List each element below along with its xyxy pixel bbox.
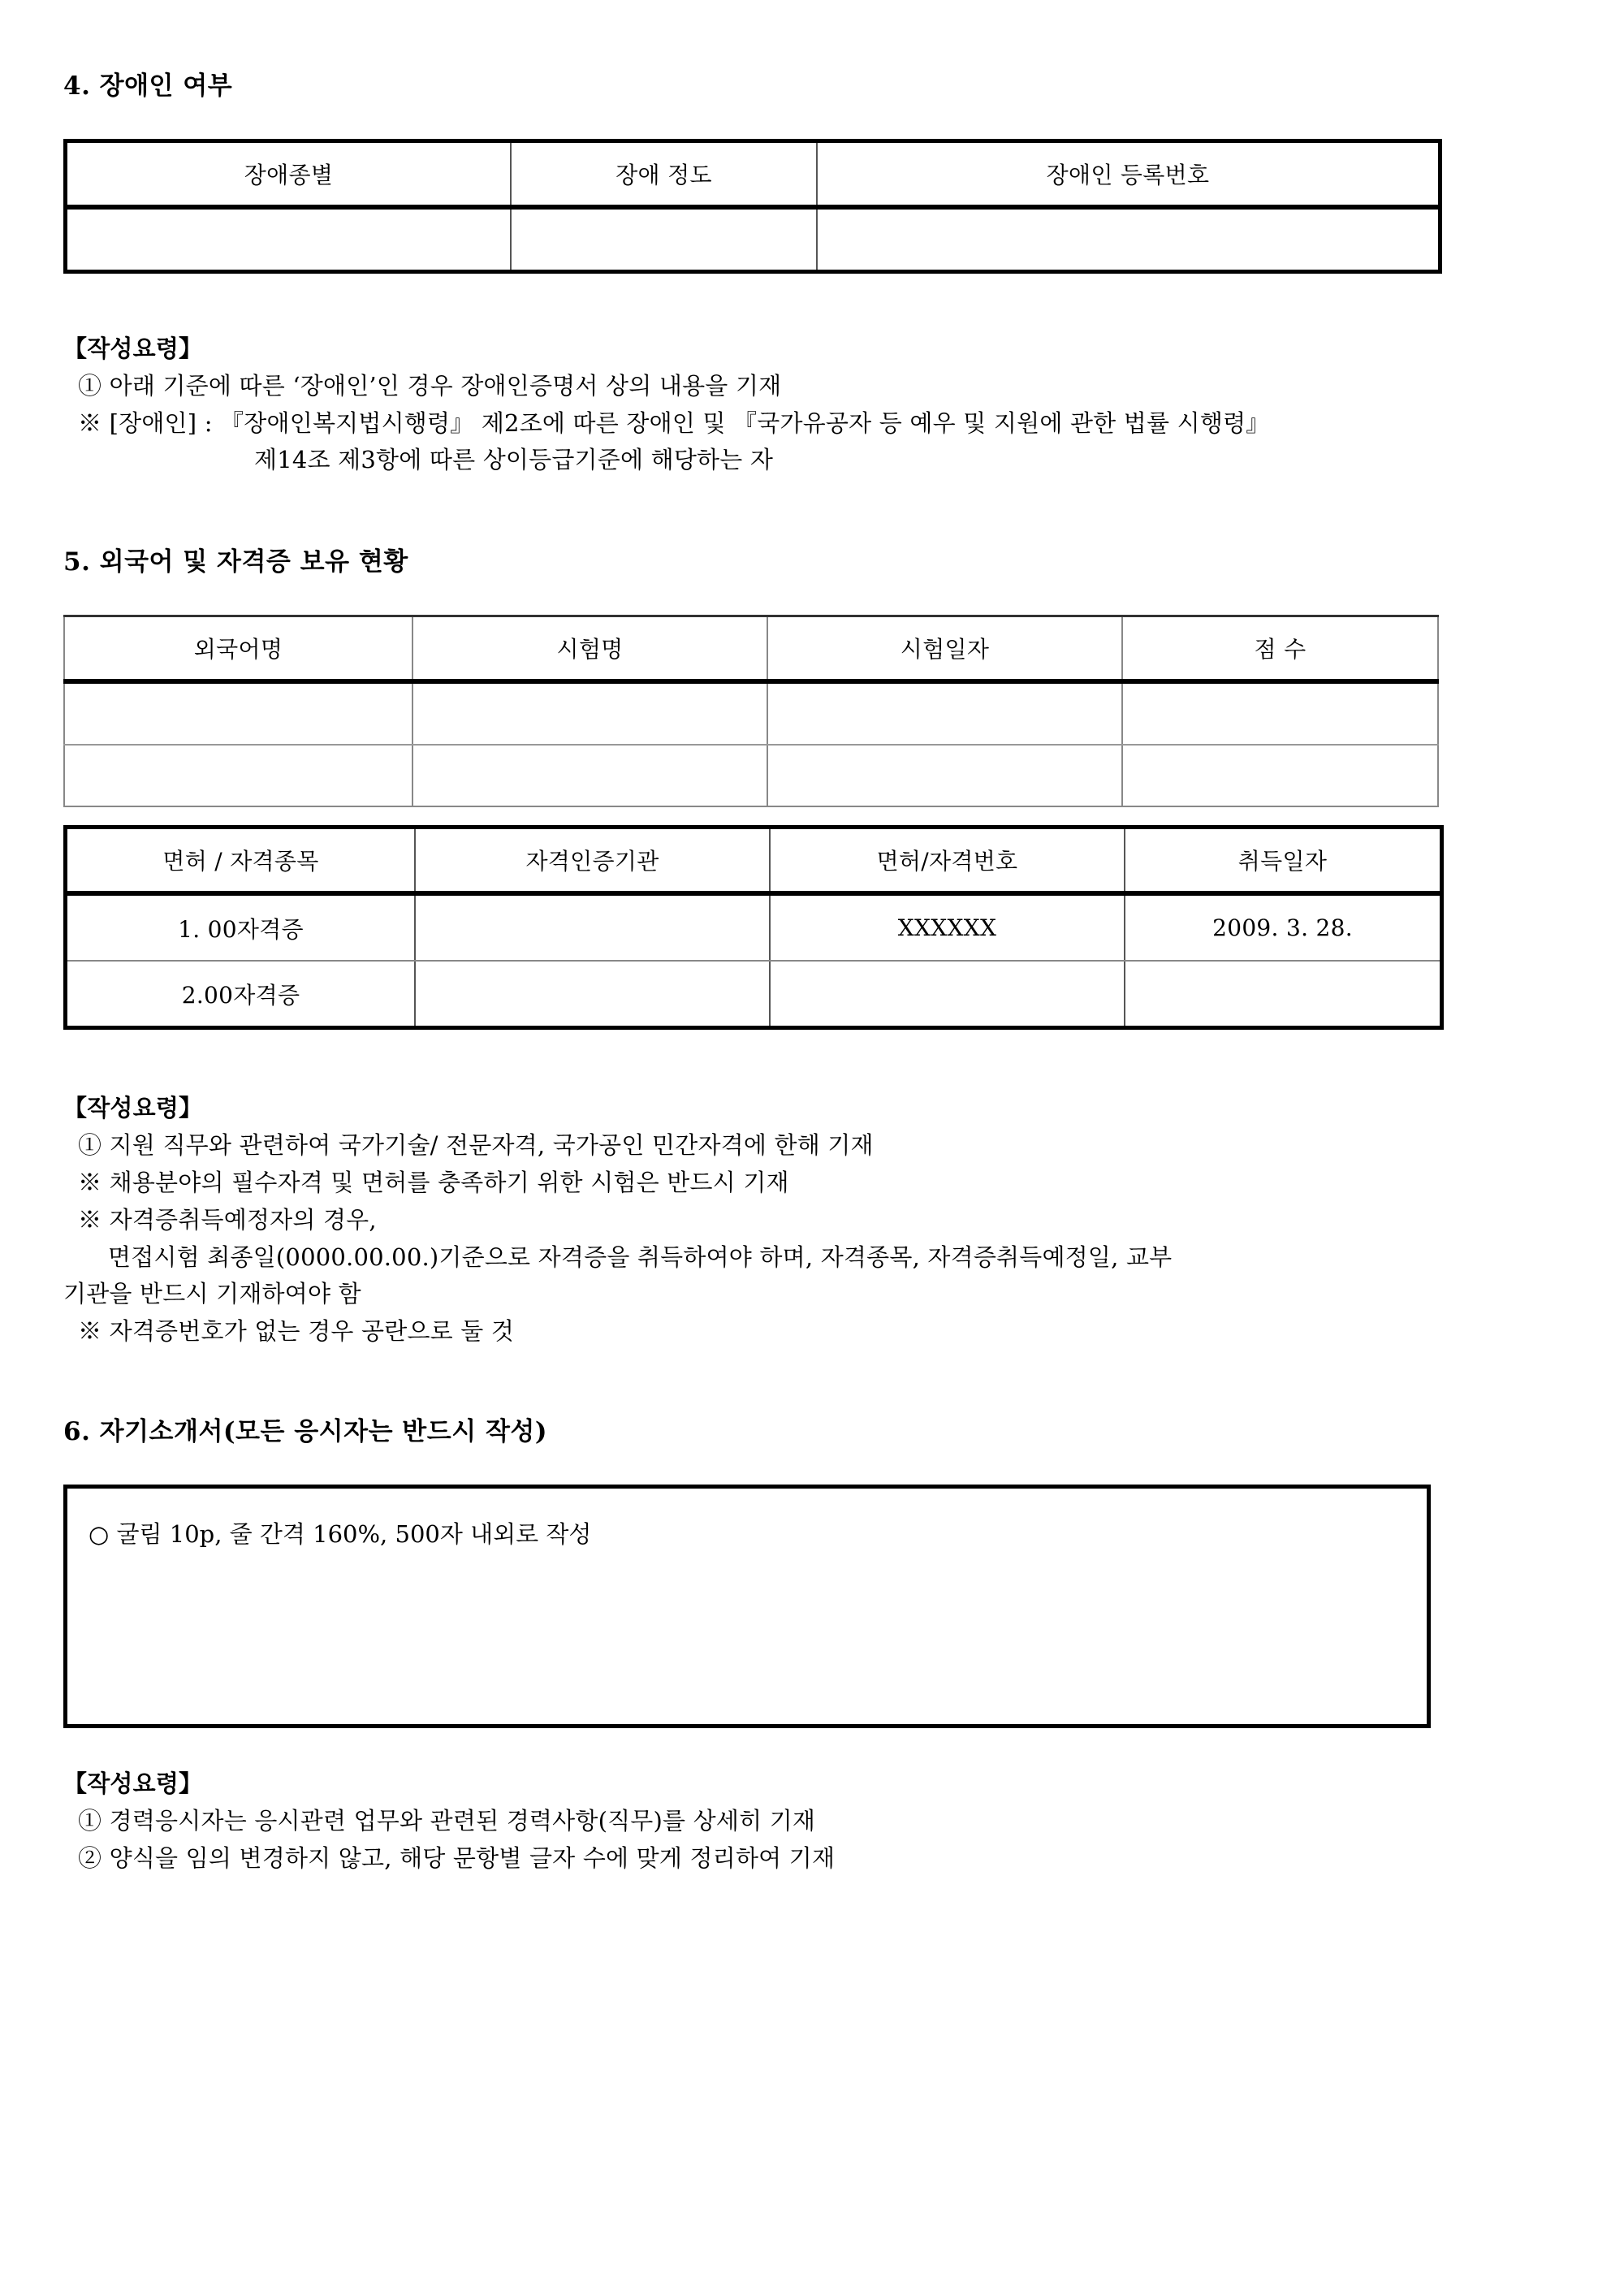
column-header-disability-degree: 장애 정도 [511, 141, 817, 208]
section-5-heading: 5. 외국어 및 자격증 보유 현황 [63, 547, 408, 577]
column-header-score: 점 수 [1122, 616, 1438, 682]
cell-test-name[interactable] [412, 681, 767, 745]
column-header-acquisition-date: 취득일자 [1125, 828, 1442, 894]
guidance-line-5: 기관을 반드시 기재하여야 함 [63, 1280, 361, 1308]
cell-license-type[interactable]: 2.00자격증 [66, 961, 416, 1028]
cell-license-type[interactable]: 1. 00자격증 [66, 893, 416, 961]
column-header-issuing-body: 자격인증기관 [415, 828, 770, 894]
cell-disability-type[interactable] [66, 207, 512, 272]
guidance-line-1: ① 경력응시자는 응시관련 업무와 관련된 경력사항(직무)를 상세히 기재 [78, 1806, 816, 1835]
guidance-title: 【작성요령】 [63, 1094, 203, 1122]
foreign-language-table [63, 615, 1439, 807]
guidance-line-2: ※ 채용분야의 필수자격 및 면허를 충족하기 위한 시험은 반드시 기재 [78, 1168, 789, 1196]
cell-disability-degree[interactable] [511, 207, 817, 272]
self-introduction-note: ○ 굴림 10p, 줄 간격 160%, 500자 내외로 작성 [89, 1519, 592, 1548]
guidance-line-3: 제14조 제3항에 따른 상이등급기준에 해당하는 자 [254, 446, 774, 474]
table-row [64, 745, 1438, 806]
cell-acquisition-date[interactable]: 2009. 3. 28. [1125, 893, 1442, 961]
cell-license-number[interactable]: XXXXXX [770, 893, 1125, 961]
column-header-license-number: 면허/자격번호 [770, 828, 1125, 894]
column-header-language-name: 외국어명 [64, 616, 412, 682]
guidance-line-1: ① 아래 기준에 따른 ‘장애인’인 경우 장애인증명서 상의 내용을 기재 [78, 371, 782, 400]
guidance-line-1: ① 지원 직무와 관련하여 국가기술/ 전문자격, 국가공인 민간자격에 한해 기재 [78, 1131, 874, 1160]
cell-test-name[interactable] [412, 745, 767, 806]
cell-license-number[interactable] [770, 961, 1125, 1028]
section-6-heading: 6. 자기소개서(모든 응시자는 반드시 작성) [63, 1416, 548, 1446]
cell-language-name[interactable] [64, 745, 412, 806]
table-header-row [64, 616, 1438, 682]
table-row [64, 681, 1438, 745]
document-content [63, 0, 1431, 1877]
cell-disability-reg-number[interactable] [817, 207, 1440, 272]
guidance-line-4: 면접시험 최종일(0000.00.00.)기준으로 자격증을 취득하여야 하며, 자격종목, 자격증취득예정일, 교부 [108, 1243, 1173, 1271]
column-header-disability-type: 장애종별 [66, 141, 512, 208]
section-5-guidance [63, 1090, 1431, 1351]
column-header-disability-reg-number: 장애인 등록번호 [817, 141, 1440, 208]
table-header-row [66, 828, 1442, 894]
cell-test-date[interactable] [767, 745, 1122, 806]
section-6-guidance [63, 1766, 1431, 1877]
section-4-heading: 4. 장애인 여부 [63, 71, 233, 101]
disability-table [63, 139, 1442, 274]
cell-language-name[interactable] [64, 681, 412, 745]
column-header-license-type: 면허 / 자격종목 [66, 828, 416, 894]
column-header-test-name: 시험명 [412, 616, 767, 682]
cell-acquisition-date[interactable] [1125, 961, 1442, 1028]
section-4-guidance [63, 331, 1431, 479]
table-row [66, 961, 1442, 1028]
guidance-title: 【작성요령】 [63, 1769, 203, 1797]
cell-test-date[interactable] [767, 681, 1122, 745]
table-row [66, 893, 1442, 961]
self-introduction-box[interactable] [63, 1485, 1431, 1728]
cell-score[interactable] [1122, 681, 1438, 745]
guidance-line-3: ※ 자격증취득예정자의 경우, [78, 1205, 377, 1234]
guidance-line-6: ※ 자격증번호가 없는 경우 공란으로 둘 것 [78, 1317, 515, 1346]
cell-issuing-body[interactable] [415, 961, 770, 1028]
column-header-test-date: 시험일자 [767, 616, 1122, 682]
cell-issuing-body[interactable] [415, 893, 770, 961]
guidance-title: 【작성요령】 [63, 335, 203, 362]
guidance-line-2: ② 양식을 임의 변경하지 않고, 해당 문항별 글자 수에 맞게 정리하여 기재 [78, 1843, 836, 1872]
table-row [66, 207, 1440, 272]
certificate-table [63, 825, 1444, 1030]
table-header-row [66, 141, 1440, 208]
cell-score[interactable] [1122, 745, 1438, 806]
guidance-line-2: ※ [장애인] : 『장애인복지법시행령』 제2조에 따른 장애인 및 『국가유공자 등 예우 및 지원에 관한 법률 시행령』 [78, 408, 1270, 437]
